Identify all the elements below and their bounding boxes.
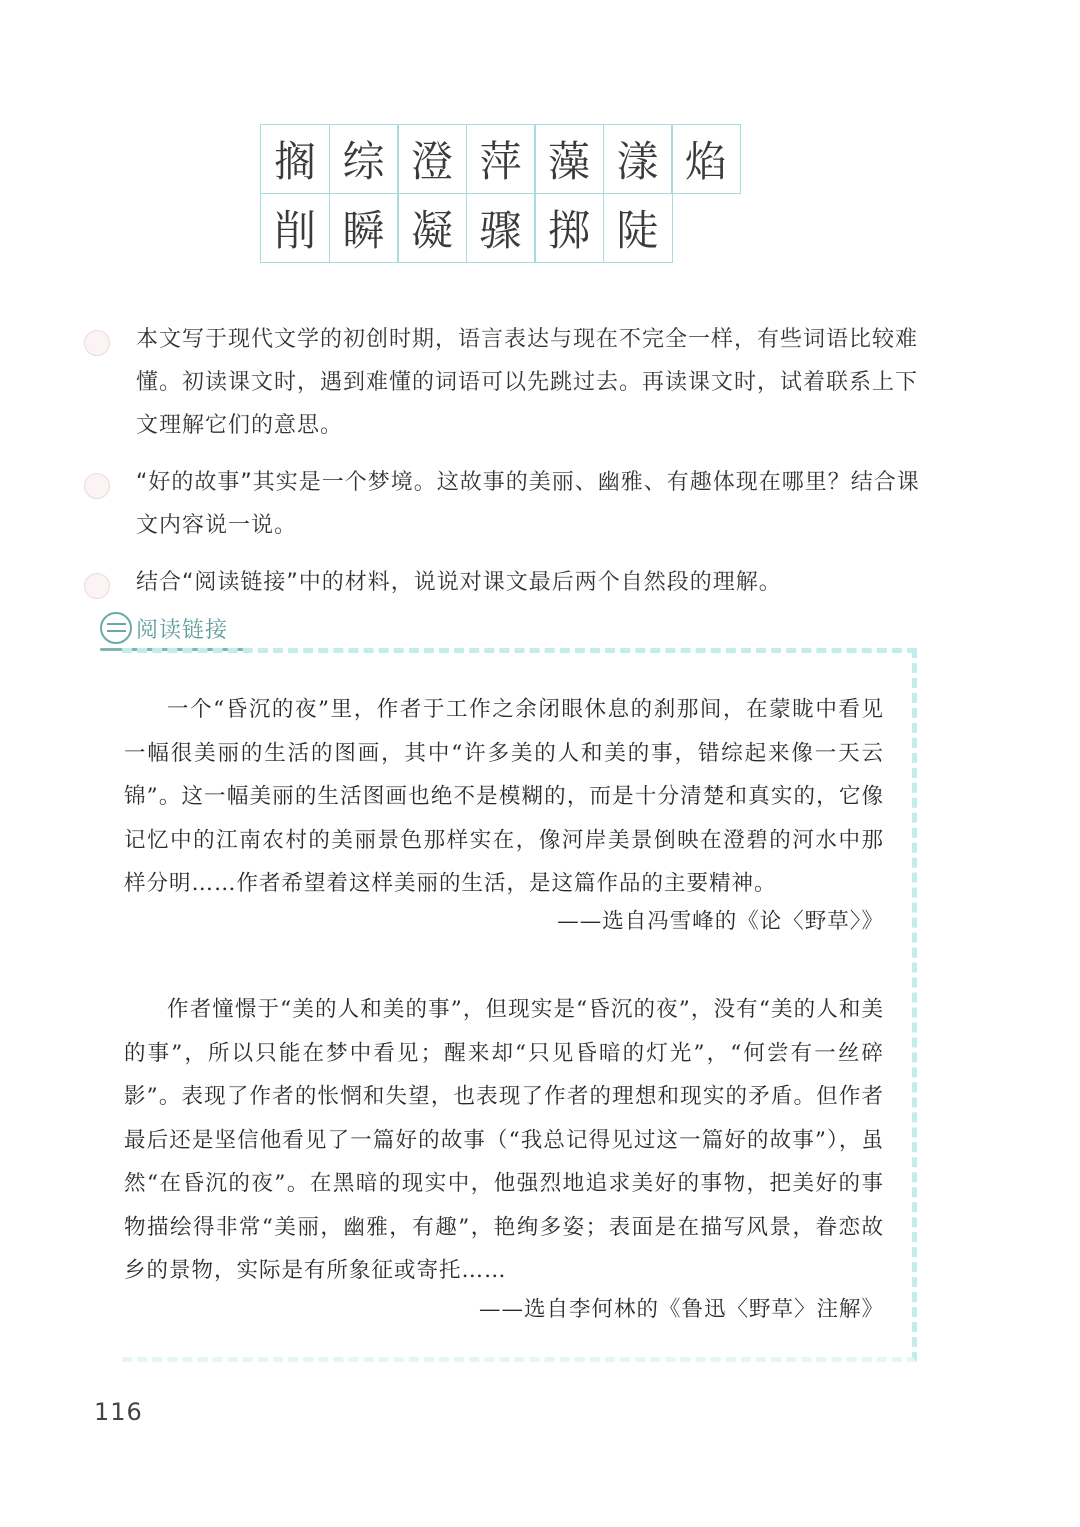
passage-source-2: ——选自李何林的《鲁迅〈野草〉注解》 <box>478 1297 884 1322</box>
grid-cell: 掷 <box>534 193 604 263</box>
grid-cell: 藻 <box>534 124 604 194</box>
grid-cell: 陡 <box>603 193 673 263</box>
flower-bullet-icon <box>84 573 110 599</box>
reading-link-header <box>100 612 228 644</box>
page-number: 116 <box>94 1398 143 1426</box>
reading-link-title: 阅读链接 <box>136 617 229 643</box>
grid-cell: 萍 <box>466 124 536 194</box>
grid-row-2 <box>260 193 740 262</box>
flower-bullet-icon <box>84 473 110 499</box>
grid-cell: 骤 <box>466 193 536 263</box>
question-item <box>84 461 934 547</box>
question-text: 本文写于现代文学的初创时期，语言表达与现在不完全一样，有些词语比较难懂。初读课文时，遇到难懂的词语可以先跳过去。再读课文时，试着联系上下文理解它们的意思。 <box>136 327 919 438</box>
reading-passage-1: 一个“昏沉的夜”里，作者于工作之余闭眼休息的刹那间，在蒙眬中看见一幅很美丽的生活的图画，其中“许多美的人和美的事，错综起来像一天云锦”。这一幅美丽的生活图画也绝不是模糊的，而是十分清楚和真实的，它像记忆中的江南农村的美丽景色那样实在，像河岸美景倒映在澄碧的河水中那样分明……作者希望着这样美丽的生活，是这篇作品的主要精神。 <box>124 697 884 896</box>
grid-cell: 凝 <box>397 193 467 263</box>
exercise-questions <box>84 318 934 618</box>
question-item <box>84 318 934 447</box>
grid-cell: 削 <box>260 193 330 263</box>
grid-cell: 瞬 <box>329 193 399 263</box>
flower-bullet-icon <box>84 330 110 356</box>
grid-cell: 焰 <box>671 124 741 194</box>
character-writing-grid <box>260 124 740 261</box>
grid-row-1 <box>260 124 740 193</box>
grid-cell: 综 <box>329 124 399 194</box>
grid-cell: 澄 <box>397 124 467 194</box>
book-icon <box>100 612 132 644</box>
question-text: 结合“阅读链接”中的材料，说说对课文最后两个自然段的理解。 <box>136 570 782 595</box>
grid-cell: 搁 <box>260 124 330 194</box>
grid-cell: 漾 <box>603 124 673 194</box>
question-item <box>84 561 934 604</box>
passage-source-1: ——选自冯雪峰的《论〈野草〉》 <box>557 909 884 934</box>
question-text: “好的故事”其实是一个梦境。这故事的美丽、幽雅、有趣体现在哪里？结合课文内容说一说。 <box>136 470 920 538</box>
reading-passage-2: 作者憧憬于“美的人和美的事”，但现实是“昏沉的夜”，没有“美的人和美的事”，所以只能在梦中看见；醒来却“只见昏暗的灯光”，“何尝有一丝碎影”。表现了作者的怅惘和失望，也表现了作者的理想和现实的矛盾。但作者最后还是坚信他看见了一篇好的故事（“我总记得见过这一篇好的故事”），虽然“在昏沉的夜”。在黑暗的现实中，他强烈地追求美好的事物，把美好的事物描绘得非常“美丽，幽雅，有趣”，艳绚多姿；表面是在描写风景，眷恋故乡的景物，实际是有所象征或寄托…… <box>124 997 884 1283</box>
